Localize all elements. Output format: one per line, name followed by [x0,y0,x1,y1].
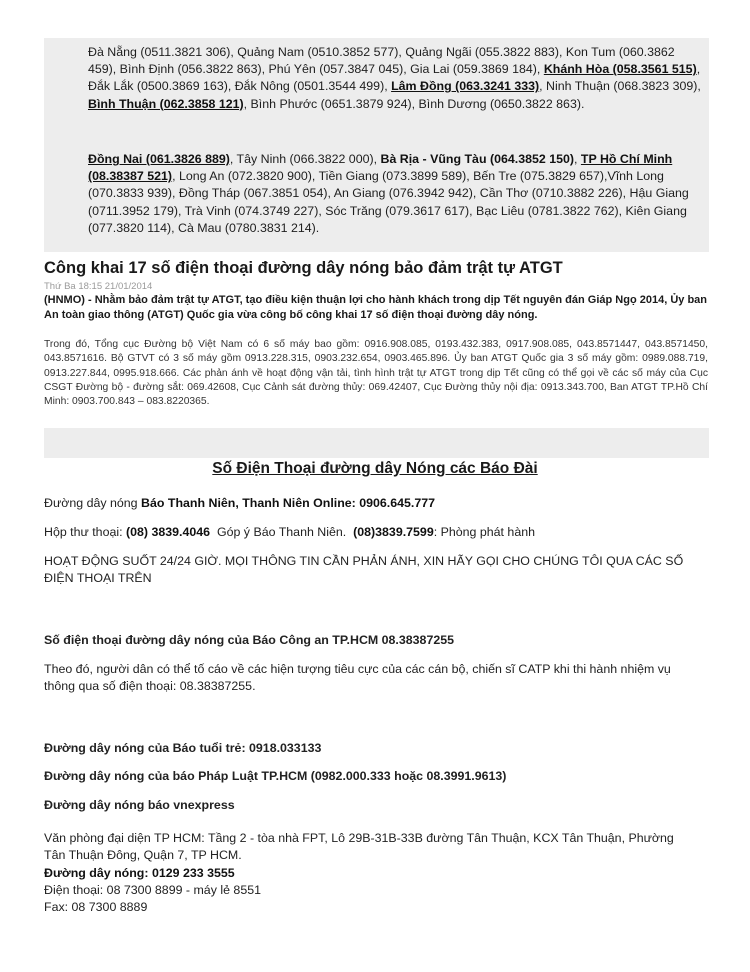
voicemail-mid: Góp ý Báo Thanh Niên. [210,525,354,539]
vnexpress-hotline-title: Đường dây nóng báo vnexpress [44,798,235,812]
voicemail-suffix: : Phòng phát hành [433,525,535,539]
voicemail-line [44,524,724,541]
provinces-text: , Tây Ninh (066.3822 000), [229,152,381,166]
thanh-nien-number: Báo Thanh Niên, Thanh Niên Online: 0906.645.777 [141,496,436,510]
provinces-paragraph-south [88,151,702,237]
tuoi-tre-hotline: Đường dây nóng của Báo tuổi trẻ: 0918.033133 [44,741,322,755]
voicemail-number-2: (08)3839.7599 [353,525,434,539]
province-link-tp-hcm[interactable]: TP Hồ Chí Minh (08.38387 521) [88,152,673,184]
province-ba-ria-vung-tau: Bà Rịa - Vũng Tàu (064.3852 150) [380,152,575,166]
voicemail-number-1: (08) 3839.4046 [126,525,211,539]
vnexpress-phone: Điện thoại: 08 7300 8899 - máy lẻ 8551 [44,883,261,897]
article-title[interactable]: Công khai 17 số điện thoại đường dây nóng bảo đảm trật tự ATGT [44,259,563,277]
province-link-binh-thuan[interactable]: Bình Thuận (062.3858 121) [88,96,244,111]
provinces-text: , Bình Phước (0651.3879 924), Bình Dương (0650.3822 863). [243,96,585,111]
vnexpress-hotline-number [44,865,724,882]
vnexpress-fax: Fax: 08 7300 8889 [44,900,148,914]
provinces-text: Đà Nẵng (0511.3821 306), Quảng Nam (0510.3852 577), Quảng Ngãi (055.3822 883), Kon Tum (060.3862 459), Bình Định (056.3822 863), Phú Yên (057.3847 045), Gia Lai (059.3869 184), [88,45,675,77]
operating-hours-notice: HOẠT ĐỘNG SUỐT 24/24 GIỜ. MỌI THÔNG TIN CẦN PHẢN ÁNH, XIN HÃY GỌI CHO CHÚNG TÔI QUA CÁC SỐ ĐIỆN THOẠI TRÊN [44,554,684,585]
article-body: Trong đó, Tổng cục Đường bộ Việt Nam có 6 số máy bao gồm: 0916.908.085, 0193.432.383, 0917.908.085, 043.8571447, 043.8571450, 043.8571616. Bộ GTVT có 3 số máy gồm 0913.228.315, 0903.232.654, 0903.465.896. Ủy ban ATGT Quốc gia 3 số máy gồm: 0989.088.719, 0913.227.844, 0995.918.666. Các phản ánh về hoạt động vận tải, tình hình trật tự ATGT trong dịp Tết cũng có thể gọi về các số máy của Cục CSGT Đường bộ - đường sắt: 069.42608, Cục Cảnh sát đường thủy: 069.42407, Cục Đường thủy nội địa: 0913.343.700, Ban ATGT TP.Hồ Chí Minh: 0903.700.843 – 083.8220365. [44,339,708,408]
vnexpress-hotline-label: Đường dây nóng: [44,866,149,880]
thanh-nien-prefix: Đường dây nóng [44,496,142,510]
voicemail-prefix: Hộp thư thoại: [44,525,126,539]
provinces-text: , Ninh Thuận (068.3823 309), [539,79,701,94]
vnexpress-office-address: Văn phòng đại diện TP HCM: Tầng 2 - tòa nhà FPT, Lô 29B-31B-33B đường Tân Thuận, KCX Tân Thuận, Phường Tân Thuận Đông, Quận 7, TP HCM. [44,831,674,862]
provinces-hotline-box [44,38,709,252]
section-heading: Số Điện Thoại đường dây Nóng các Báo Đài [212,460,538,477]
article-lead: (HNMO) - Nhằm bảo đảm trật tự ATGT, tạo điều kiện thuận lợi cho hành khách trong dịp Tết nguyên đán Giáp Ngọ 2014, Ủy ban An toàn giao thông (ATGT) Quốc gia vừa công bố công khai 17 số điện thoại đường dây nóng. [44,294,707,321]
cong-an-hotline-title: Số điện thoại đường dây nóng của Báo Công an TP.HCM 08.38387255 [44,633,455,647]
gray-divider-strip [44,428,709,458]
cong-an-hotline-text: Theo đó, người dân có thể tố cáo về các hiện tượng tiêu cực của các cán bộ, chiến sĩ CATP khi thi hành nhiệm vụ thông qua số điện thoại: 08.38387255. [44,662,671,693]
provinces-text: , Đắk Lắk (0500.3869 163), Đắk Nông (0501.3544 499), [88,62,701,94]
provinces-paragraph-central [88,44,702,113]
provinces-text: , [574,152,581,166]
phap-luat-hotline: Đường dây nóng của báo Pháp Luật TP.HCM (0982.000.333 hoặc 08.3991.9613) [44,769,507,783]
province-link-dong-nai[interactable]: Đồng Nai (061.3826 889) [88,152,230,166]
vnexpress-hotline-value: 0129 233 3555 [148,866,235,880]
provinces-text: , Long An (072.3820 900), Tiền Giang (073.3899 589), Bến Tre (075.3829 657),Vĩnh Long (070.3833 939), Đồng Tháp (067.3851 054), An Giang (076.3942 942), Cần Thơ (0710.3882 226), Hậu Giang (0711.3952 179), Trà Vinh (074.3749 227), Sóc Trăng (079.3617 617), Bạc Liêu (0781.3822 762), Kiên Giang (077.3820 114), Cà Mau (0780.3831 214). [88,169,689,235]
province-link-lam-dong[interactable]: Lâm Đồng (063.3241 333) [391,79,540,94]
thanh-nien-hotline [44,495,724,512]
article-date: Thứ Ba 18:15 21/01/2014 [44,281,153,292]
province-link-khanh-hoa[interactable]: Khánh Hòa (058.3561 515) [543,62,697,77]
